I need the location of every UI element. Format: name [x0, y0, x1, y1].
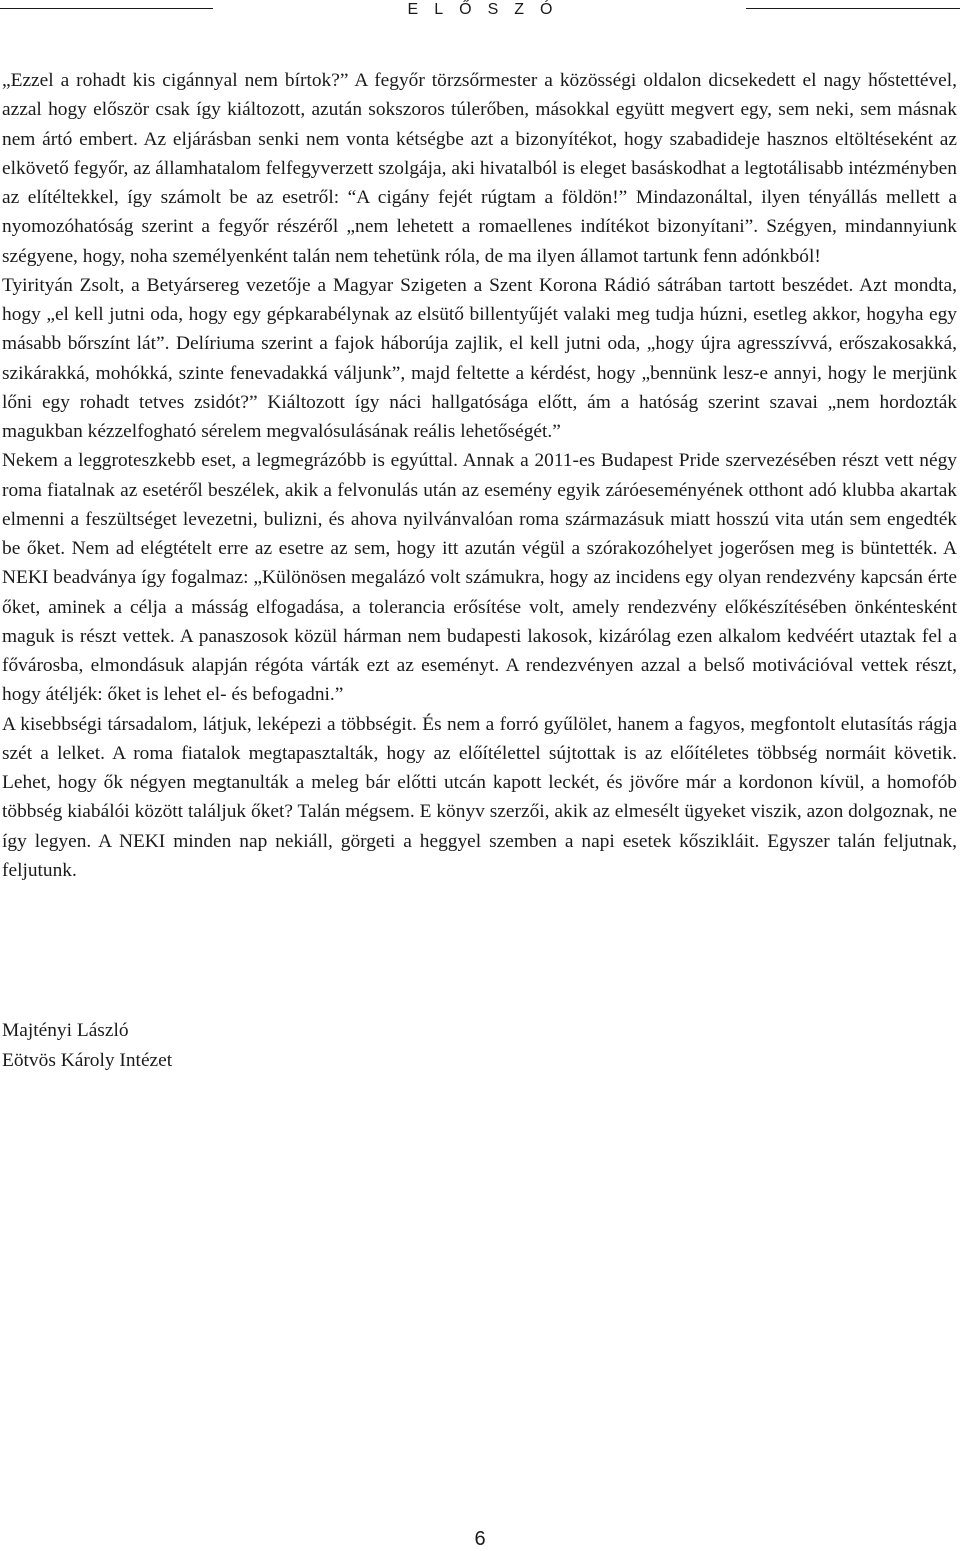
running-head-title: ELŐSZÓ — [407, 1, 569, 18]
paragraph-1: „Ezzel a rohadt kis cigánnyal nem bírtok?” A fegyőr törzsőrmester a közösségi oldalon dicsekedett el nagy hőstettével, azzal hogy először csak így kiáltozott, azután sokszoros túlerőben, másokkal együtt megvert egy, sem neki, sem másnak nem ártó embert. Az eljárásban senki nem vonta kétségbe azt a bizonyítékot, hogy szabadideje hasznos eltöltéseként az elkövető fegyőr, az államhatalom felfegyverzett szolgája, aki hivatalból is eleget basáskodhat a legtotálisabb intézményben az elítéltekkel, így számolt be az esetről: “A cigány fejét rúgtam a földön!” Mindazonáltal, ilyen tényállás mellett a nyomozóhatóság szerint a fegyőr részéről „nem lehetett a romaellenes indítékot bizonyítani”. Szégyen, mindannyiunk szégyene, hogy, noha személyenként talán nem tehetünk róla, de ma ilyen államot tartunk fenn adónkból! — [2, 70, 957, 267]
page-number: 6 — [474, 1528, 486, 1550]
paragraph-2: Tyirityán Zsolt, a Betyársereg vezetője a Magyar Szigeten a Szent Korona Rádió sátrában tartott beszédet. Azt mondta, hogy „el kell jutni oda, hogy egy gépkarabélynak az elsütő billentyűjét valaki meg tudja húzni, esetleg akkor, hogyha egy másabb bőrszínt lát”. Delíriuma szerint a fajok háborúja zajlik, el kell jutni oda, „hogy újra agresszívvá, erőszakosakká, szikárakká, mohókká, szinte fenevadakká váljunk”, majd feltette a kérdést, hogy „bennünk lesz-e annyi, hogy le merjünk lőni egy rohadt tetves zsidót?” Kiáltozott így náci hallgatósága előtt, ám a hatóság szerint szavai „nem hordozták magukban kézzelfogható sérelem megvalósulásának reális lehetőségét.” — [2, 274, 957, 442]
paragraph-4: A kisebbségi társadalom, látjuk, leképezi a többségit. És nem a forró gyűlölet, hanem a fagyos, megfontolt elutasítás rágja szét a lelket. A roma fiatalok megtapasztalták, hogy az előítélettel sújtottak is az előítéletes többség normáit követik. Lehet, hogy ők négyen megtanulták a meleg bár előtti utcán kapott leckét, és jövőre már a kordonon kívül, a homofób többség kiabálói között találjuk őket? Talán mégsem. E könyv szerzői, akik az elmesélt ügyeket viszik, azon dolgoznak, ne így legyen. A NEKI minden nap nekiáll, görgeti a heggyel szemben a napi esetek kőszikláit. Egyszer talán feljutnak, feljutunk. — [2, 713, 957, 881]
header-rule-left — [0, 8, 213, 9]
running-header — [0, 0, 960, 24]
signature-block — [2, 1016, 172, 1076]
body-text — [2, 66, 957, 885]
author-name: Majtényi László — [2, 1020, 129, 1041]
header-rule-right — [746, 8, 960, 9]
paragraph-3: Nekem a leggroteszkebb eset, a legmegrázóbb is egyúttal. Annak a 2011-es Budapest Pride szervezésében részt vett négy roma fiatalnak az esetéről beszélek, akik a felvonulás után az esemény egyik záróeseményének otthont adó klubba akartak elmenni a feszültséget levezetni, bulizni, és ahova nyilvánvalóan roma származásuk miatt hosszú vita után sem engedték be őket. Nem ad elégtételt erre az esetre az sem, hogy itt azután végül a szórakozóhelyet jogerősen meg is büntették. A NEKI beadványa így fogalmaz: „Különösen megalázó volt számukra, hogy az incidens egy olyan rendezvény kapcsán érte őket, aminek a célja a másság elfogadása, a tolerancia erősítése volt, amely rendezvény előkészítésében önkéntesként maguk is részt vettek. A panaszosok közül hárman nem budapesti lakosok, kizárólag ezen alkalom kedvéért utaztak fel a fővárosba, elmondásuk alapján régóta várták ezt az eseményt. A rendezvényen azzal a belső motivációval vettek részt, hogy átéljék: őket is lehet el- és befogadni.” — [2, 450, 957, 706]
author-institution: Eötvös Károly Intézet — [2, 1050, 173, 1071]
